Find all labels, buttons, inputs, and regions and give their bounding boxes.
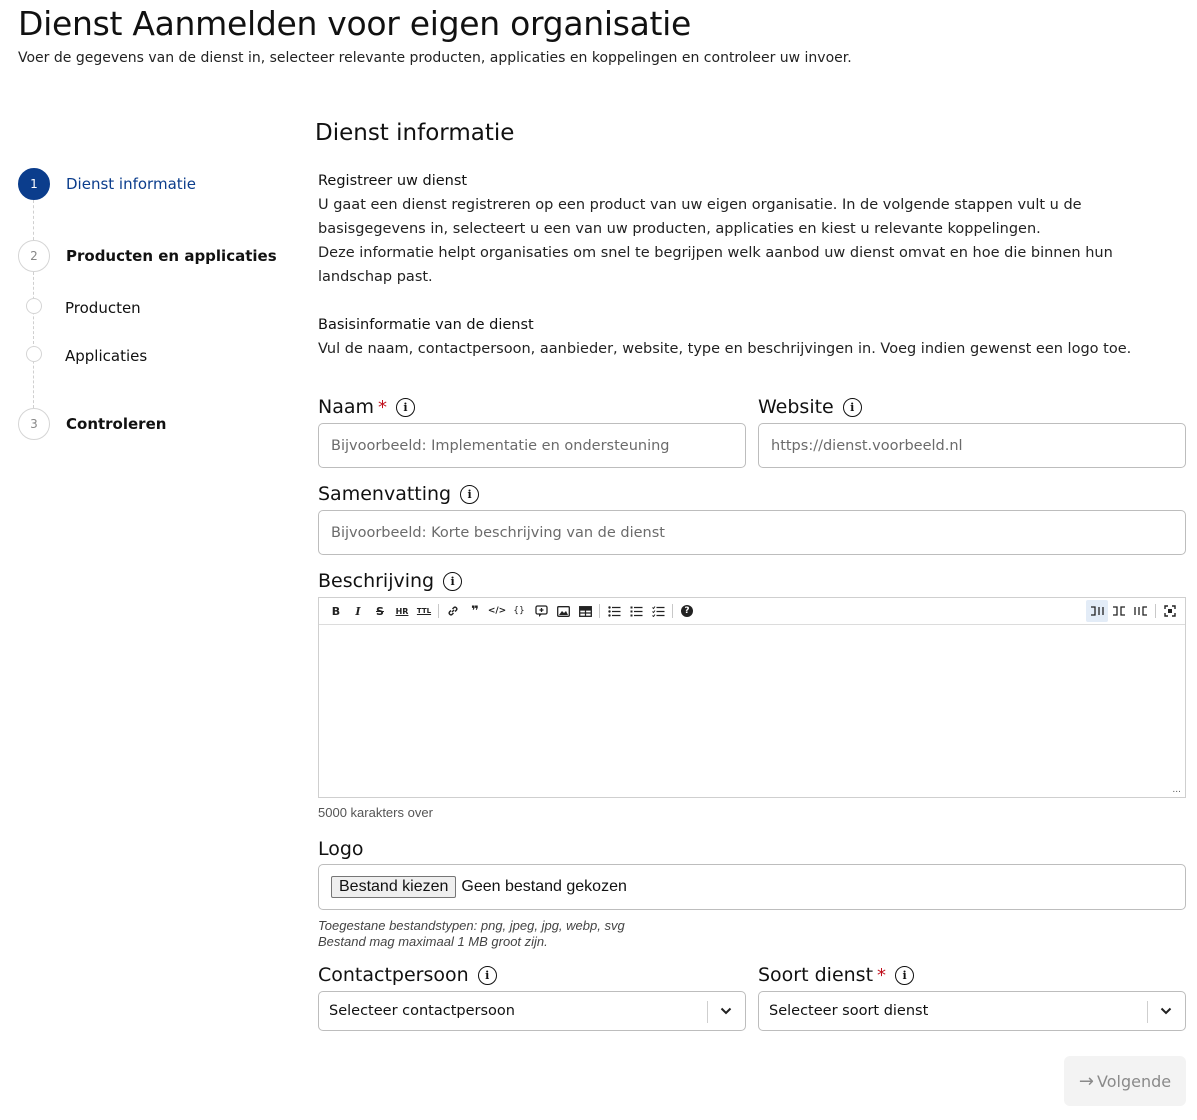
beschrijving-label-text: Beschrijving: [318, 570, 435, 592]
info-icon[interactable]: i: [478, 966, 497, 985]
info-icon[interactable]: i: [443, 572, 462, 591]
title-icon[interactable]: TTL: [416, 607, 432, 615]
step-producten-en-applicaties[interactable]: [18, 240, 277, 272]
naam-label-text: Naam: [318, 396, 375, 418]
numbered-list-icon[interactable]: [625, 600, 647, 622]
arrow-right-icon: →: [1078, 1070, 1094, 1092]
intro-text: Deze informatie helpt organisaties om snel te begrijpen welk aanbod uw dienst omvat en hoe die binnen hun landschap past.: [318, 245, 1113, 285]
step-label: Controleren: [66, 415, 167, 433]
info-icon[interactable]: i: [460, 485, 479, 504]
markdown-editor[interactable]: [318, 597, 1186, 798]
toolbar-separator: [438, 604, 439, 618]
italic-icon[interactable]: I: [355, 604, 361, 618]
choose-file-button[interactable]: Bestand kiezen: [331, 876, 456, 898]
naam-label: [318, 396, 415, 418]
char-count: 5000 karakters over: [318, 805, 433, 820]
samenvatting-label: [318, 483, 479, 505]
chevron-down-icon[interactable]: [717, 1002, 735, 1020]
step-label: Dienst informatie: [66, 175, 197, 193]
split-mode-icon[interactable]: [1108, 600, 1130, 622]
select-separator: [1147, 1001, 1148, 1023]
image-icon[interactable]: [552, 600, 574, 622]
website-input[interactable]: [758, 423, 1186, 468]
stepper: [18, 168, 298, 458]
link-icon[interactable]: [442, 600, 464, 622]
soort-dienst-select[interactable]: [758, 991, 1186, 1031]
editor-view-controls: [1086, 600, 1181, 622]
fullscreen-icon[interactable]: [1159, 600, 1181, 622]
bold-icon[interactable]: B: [331, 604, 341, 618]
code-block-icon[interactable]: {}: [513, 606, 525, 616]
logo-label-text: Logo: [318, 838, 364, 860]
step-dienst-informatie[interactable]: [18, 168, 196, 200]
page-title: Dienst Aanmelden voor eigen organisatie: [18, 4, 692, 43]
contactpersoon-label: [318, 964, 497, 986]
samenvatting-label-text: Samenvatting: [318, 483, 452, 505]
info-icon[interactable]: i: [396, 398, 415, 417]
checklist-icon[interactable]: [647, 600, 669, 622]
basis-block: [318, 313, 1188, 361]
quote-icon[interactable]: ❞: [471, 603, 479, 619]
info-icon[interactable]: i: [895, 966, 914, 985]
step-number: 2: [18, 240, 50, 272]
step-connector: [33, 200, 34, 240]
substep-dot: [26, 298, 42, 314]
table-icon[interactable]: [574, 600, 596, 622]
step-controleren[interactable]: [18, 408, 166, 440]
strikethrough-icon[interactable]: S: [376, 604, 384, 618]
basis-text: Vul de naam, contactpersoon, aanbieder, website, type en beschrijvingen in. Voeg indien gewenst een logo toe.: [318, 341, 1132, 357]
step-label: Producten en applicaties: [66, 247, 277, 265]
intro-block: [318, 169, 1188, 289]
page-subtitle: Voer de gegevens van de dienst in, selecteer relevante producten, applicaties en koppelingen en controleer uw invoer.: [18, 50, 852, 66]
comment-icon[interactable]: [530, 600, 552, 622]
step-number: 1: [18, 168, 50, 200]
substep-producten[interactable]: Producten: [65, 299, 141, 317]
website-label-text: Website: [758, 396, 834, 418]
help-icon[interactable]: [676, 600, 698, 622]
select-separator: [707, 1001, 708, 1023]
select-value: Selecteer soort dienst: [769, 1003, 929, 1019]
required-marker: *: [877, 964, 887, 986]
preview-mode-icon[interactable]: [1130, 600, 1152, 622]
chevron-down-icon[interactable]: [1157, 1002, 1175, 1020]
logo-label: [318, 838, 364, 860]
resize-handle[interactable]: ...: [1172, 785, 1181, 795]
samenvatting-input[interactable]: [318, 510, 1186, 555]
next-button-label: Volgende: [1097, 1071, 1172, 1091]
no-file-text: Geen bestand gekozen: [461, 878, 627, 895]
contactpersoon-label-text: Contactpersoon: [318, 964, 469, 986]
contactpersoon-select[interactable]: [318, 991, 746, 1031]
info-icon[interactable]: i: [843, 398, 862, 417]
intro-text: U gaat een dienst registreren op een product van uw eigen organisatie. In de volgende stappen vult u de basisgegevens in, selecteert u een van uw producten, applicaties en kiest u relevante koppelingen.: [318, 197, 1082, 237]
bullet-list-icon[interactable]: [603, 600, 625, 622]
toolbar-separator: [599, 604, 600, 618]
help-glyph: ?: [681, 605, 693, 617]
website-label: [758, 396, 862, 418]
soort-dienst-label: [758, 964, 914, 986]
section-title: Dienst informatie: [315, 120, 515, 146]
file-types-hint: Toegestane bestandstypen: png, jpeg, jpg, webp, svg: [318, 918, 625, 933]
substep-dot: [26, 346, 42, 362]
code-icon[interactable]: </>: [487, 606, 507, 616]
naam-input[interactable]: [318, 423, 746, 468]
required-marker: *: [378, 396, 388, 418]
step-connector: [33, 272, 34, 408]
select-value: Selecteer contactpersoon: [329, 1003, 515, 1019]
editor-toolbar: [319, 598, 1185, 625]
hr-icon[interactable]: HR: [395, 606, 409, 616]
edit-mode-icon[interactable]: [1086, 600, 1108, 622]
basis-title: Basisinformatie van de dienst: [318, 317, 534, 333]
step-number: 3: [18, 408, 50, 440]
substep-applicaties[interactable]: Applicaties: [65, 347, 148, 365]
toolbar-separator: [672, 604, 673, 618]
file-size-hint: Bestand mag maximaal 1 MB groot zijn.: [318, 934, 548, 949]
beschrijving-label: [318, 570, 462, 592]
toolbar-separator: [1155, 604, 1156, 618]
intro-title: Registreer uw dienst: [318, 173, 468, 189]
file-hint: [318, 918, 625, 950]
logo-file-input[interactable]: [318, 864, 1186, 910]
soort-dienst-label-text: Soort dienst: [758, 964, 874, 986]
next-button[interactable]: [1064, 1056, 1186, 1106]
